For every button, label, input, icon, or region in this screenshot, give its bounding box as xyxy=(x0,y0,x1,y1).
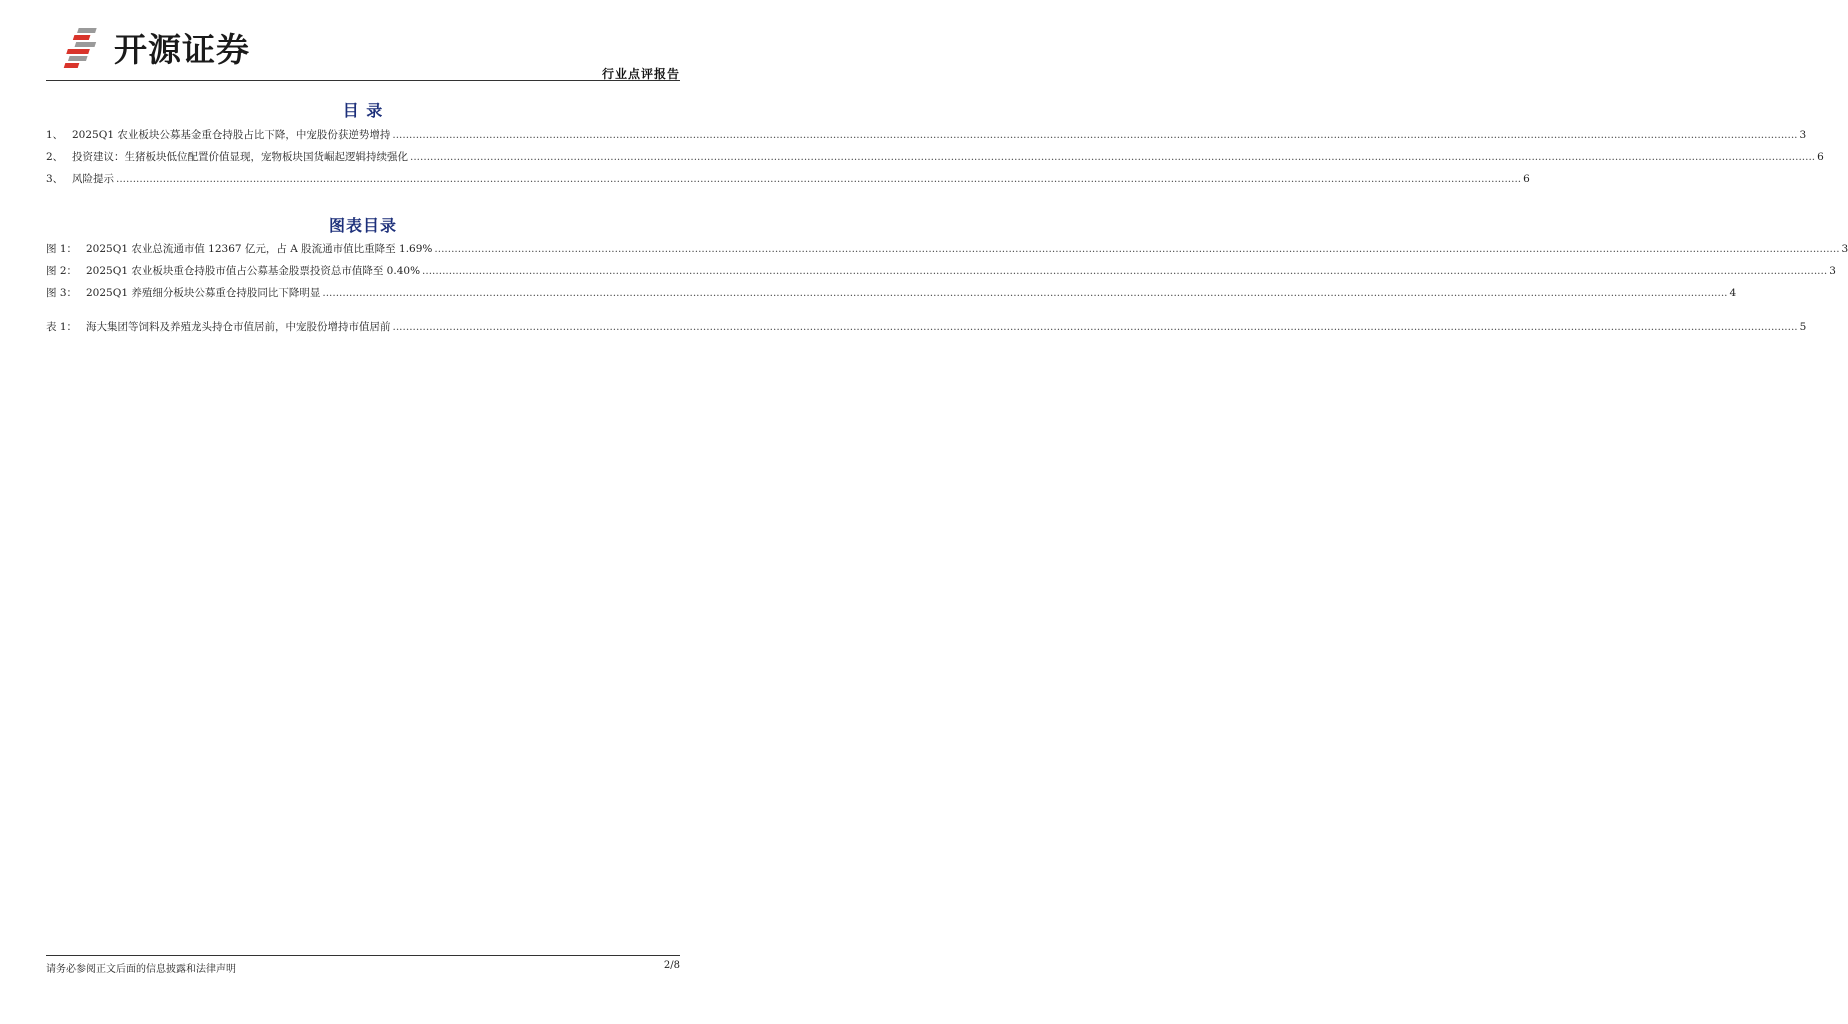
figure-entry-number: 图 1： xyxy=(46,243,78,255)
figure-entry-number: 图 3： xyxy=(46,287,78,299)
kaiyuan-securities-logo-icon xyxy=(60,24,108,70)
toc-entry-page: 3 xyxy=(1799,129,1807,141)
figure-entry[interactable] xyxy=(46,285,1737,307)
company-logo xyxy=(60,24,250,70)
figure-entry-text: 2025Q1 养殖细分板块公募重仓持股同比下降明显 xyxy=(86,287,321,299)
logo-text: 开源证券 xyxy=(114,29,250,69)
toc-leader-dots xyxy=(116,173,1521,185)
toc-leader-dots xyxy=(434,243,1839,255)
toc-entry-number: 1、 xyxy=(46,129,64,141)
footer-divider xyxy=(46,955,680,956)
figure-entry-text: 2025Q1 农业板块重仓持股市值占公募基金股票投资总市值降至 0.40% xyxy=(86,265,421,277)
toc-entry-page: 6 xyxy=(1817,151,1824,163)
table-entry-text: 海大集团等饲料及养殖龙头持仓市值居前，中宠股份增持市值居前 xyxy=(86,321,391,333)
toc-list xyxy=(46,127,1824,193)
figure-list xyxy=(46,241,1848,307)
toc-entry[interactable] xyxy=(46,171,1530,193)
toc-entry-text: 风险提示 xyxy=(72,173,114,185)
toc-entry-text: 投资建议：生猪板块低位配置价值显现，宠物板块国货崛起逻辑持续强化 xyxy=(72,151,408,163)
toc-entry[interactable] xyxy=(46,149,1824,171)
figure-entry-page: 4 xyxy=(1729,287,1737,299)
toc-leader-dots xyxy=(410,151,1815,163)
toc-entry[interactable] xyxy=(46,127,1807,149)
header-divider xyxy=(46,80,680,81)
toc-title: 目 录 xyxy=(342,101,384,120)
toc-entry-text: 2025Q1 农业板块公募基金重仓持股占比下降，中宠股份获逆势增持 xyxy=(72,129,391,141)
toc-leader-dots xyxy=(322,287,1727,299)
figure-entry-page: 3 xyxy=(1829,265,1836,277)
toc-leader-dots xyxy=(393,321,1798,333)
toc-leader-dots xyxy=(422,265,1827,277)
toc-entry-number: 2、 xyxy=(46,151,64,163)
toc-entry-number: 3、 xyxy=(46,173,64,185)
table-list xyxy=(46,319,1807,341)
table-entry-page: 5 xyxy=(1799,321,1807,333)
figure-entry-number: 图 2： xyxy=(46,265,78,277)
figure-entry[interactable] xyxy=(46,263,1836,285)
figure-entry-text: 2025Q1 农业总流通市值 12367 亿元，占 A 股流通市值比重降至 1.69% xyxy=(86,243,433,255)
toc-entry-page: 6 xyxy=(1523,173,1530,185)
report-type-label: 行业点评报告 xyxy=(601,67,680,81)
figure-entry-page: 3 xyxy=(1841,243,1848,255)
page-number: 2/8 xyxy=(663,960,680,971)
page-header xyxy=(46,14,680,80)
toc-leader-dots xyxy=(392,129,1797,141)
figure-entry[interactable] xyxy=(46,241,1848,263)
footer-disclaimer: 请务必参阅正文后面的信息披露和法律声明 xyxy=(46,964,236,975)
table-entry-number: 表 1： xyxy=(46,321,78,333)
table-entry[interactable] xyxy=(46,319,1807,341)
figures-title: 图表目录 xyxy=(328,216,397,235)
